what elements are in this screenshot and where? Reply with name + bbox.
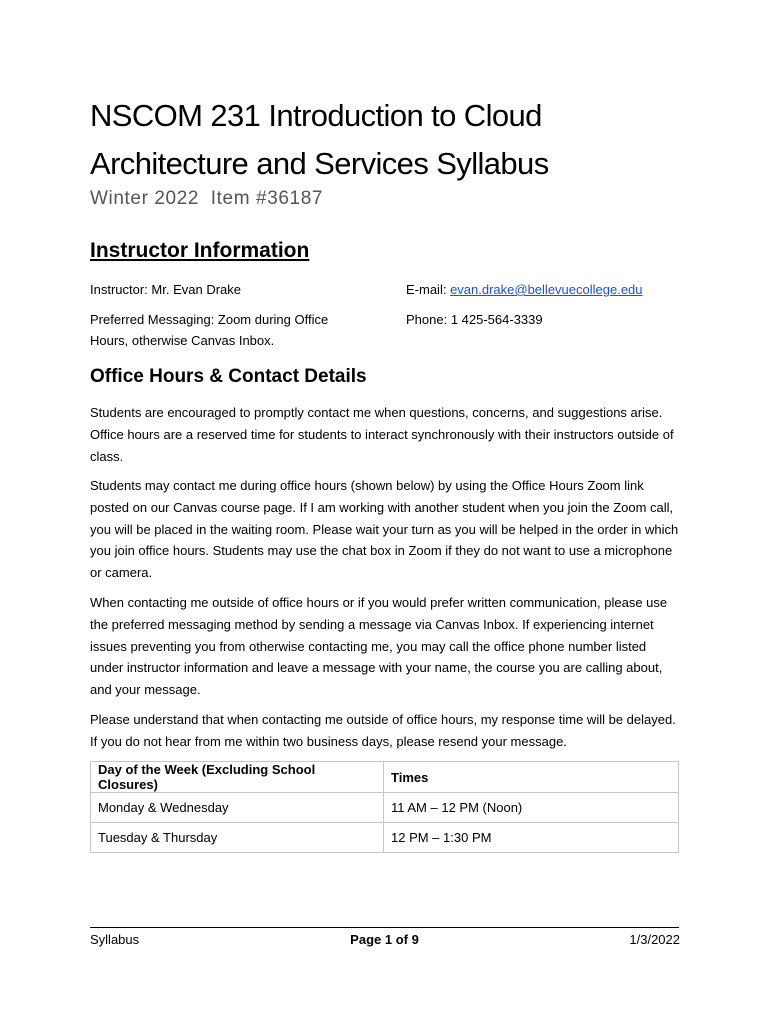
- table-row: [91, 793, 679, 823]
- instructor-name: Instructor: Mr. Evan Drake: [90, 282, 241, 297]
- messaging-line-2: Hours, otherwise Canvas Inbox.: [90, 333, 275, 348]
- title-line-1: NSCOM 231 Introduction to Cloud: [90, 98, 542, 133]
- title-line-2: Architecture and Services Syllabus: [90, 146, 549, 181]
- table-header-row: [91, 762, 679, 793]
- preferred-messaging: [90, 309, 328, 351]
- phone-line: Phone: 1 425-564-3339: [406, 312, 543, 327]
- paragraph-2: Students may contact me during office hours (shown below) by using the Office Hours Zoom link posted on our Canvas course page. If I am working with another student when you join the Zoom call, you will be placed in the waiting room. Please wait your turn as you will be helped in the order in which you join office hours. Students may use the chat box in Zoom if they do not want to use a microphone or camera.: [90, 478, 679, 581]
- paragraph-4: Please understand that when contacting me outside of office hours, my response time will be delayed. If you do not hear from me within two business days, please resend your message.: [90, 712, 676, 749]
- office-hours-table: [90, 761, 679, 853]
- footer-date: 1/3/2022: [629, 932, 680, 947]
- paragraph-3: When contacting me outside of office hours or if you would prefer written communication, please use the preferred messaging method by sending a message via Canvas Inbox. If experiencing internet issues preventing you from otherwise contacting me, you may call the office phone number listed under instructor information and leave a message with your name, the course you are calling about, and your message.: [90, 595, 668, 698]
- footer-left: Syllabus: [90, 932, 140, 947]
- office-hours-heading: Office Hours & Contact Details: [90, 366, 367, 387]
- footer-page-number: Page 1 of 9: [350, 932, 419, 947]
- term-subtitle: Winter 2022 Item #36187: [90, 188, 324, 209]
- table-row: [91, 823, 679, 853]
- table-cell-time: 12 PM – 1:30 PM: [384, 823, 679, 853]
- paragraph-1: Students are encouraged to promptly contact me when questions, concerns, and suggestions arise. Office hours are a reserved time for students to interact synchronously with their instructors outside of class.: [90, 405, 674, 464]
- table-cell-day: Monday & Wednesday: [91, 793, 384, 823]
- table-cell-time: 11 AM – 12 PM (Noon): [384, 793, 679, 823]
- footer-divider: [90, 927, 679, 928]
- email-link[interactable]: evan.drake@bellevuecollege.edu: [450, 282, 643, 297]
- document-title: [90, 92, 690, 188]
- email-line: [406, 279, 643, 300]
- table-header-day: Day of the Week (Excluding School Closures): [91, 762, 384, 793]
- messaging-line-1: Preferred Messaging: Zoom during Office: [90, 312, 329, 327]
- table-cell-day: Tuesday & Thursday: [91, 823, 384, 853]
- instructor-heading: Instructor Information: [90, 239, 310, 262]
- email-label: E-mail:: [406, 282, 451, 297]
- table-header-times: Times: [384, 762, 679, 793]
